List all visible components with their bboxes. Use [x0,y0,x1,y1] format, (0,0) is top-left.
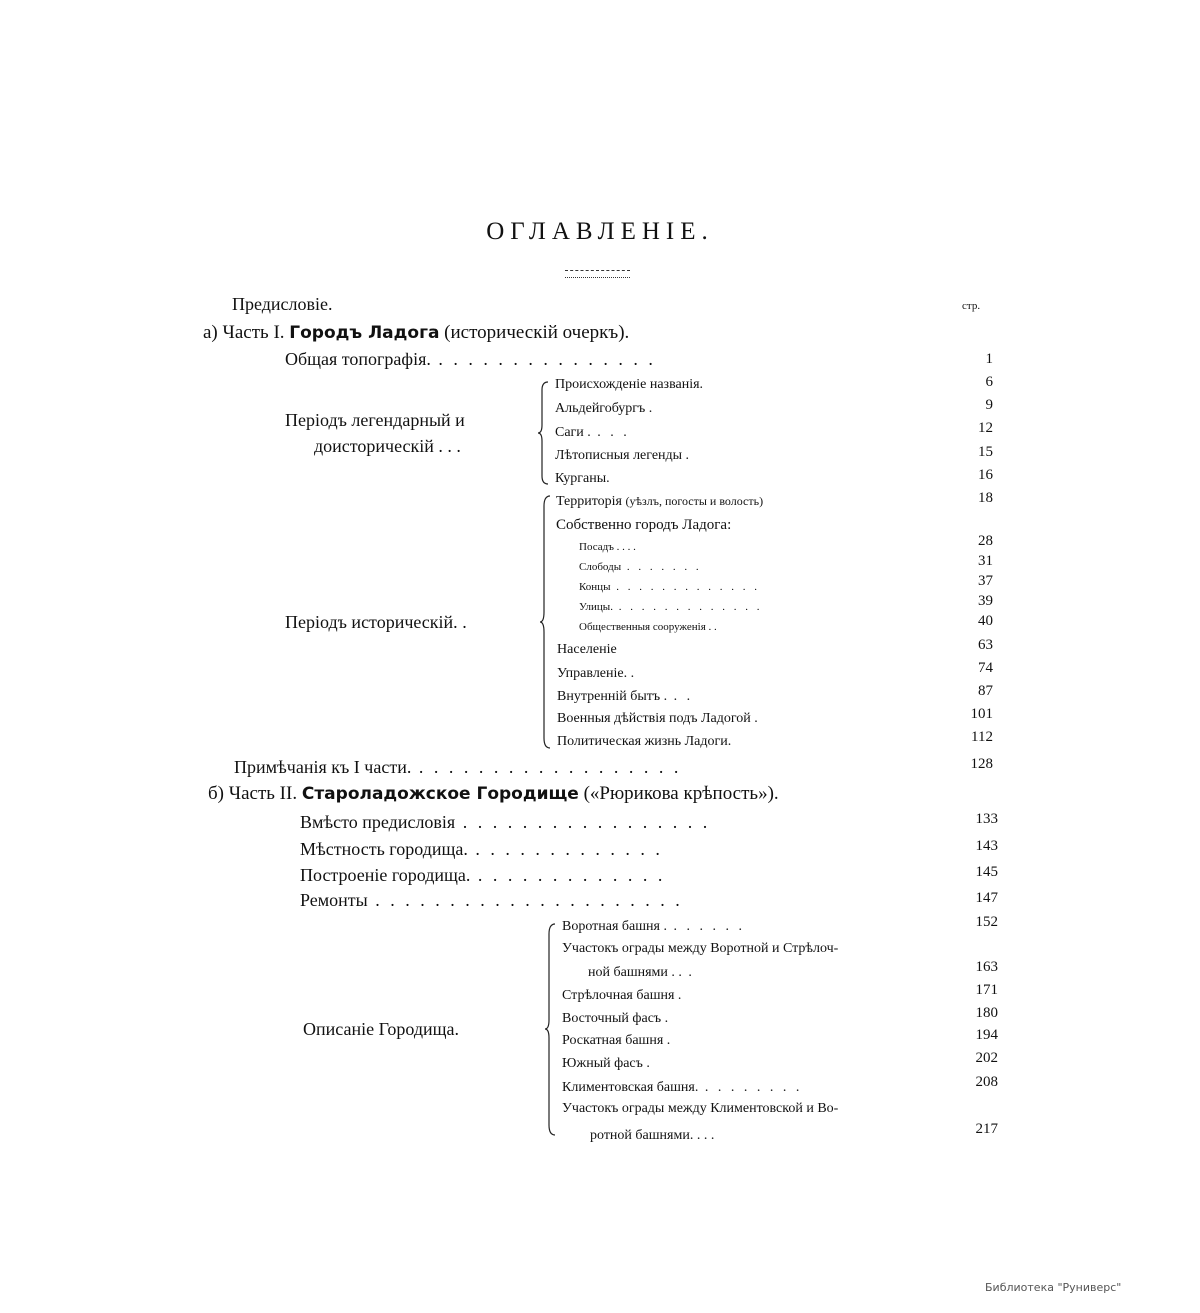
toc-entry-territory: Территорія (уѣзлъ, погосты и волость) [556,494,764,509]
brace-historical [540,494,554,750]
library-stamp: Библиотека "Руниверс" [985,1281,1122,1294]
legendary-period-label: Періодъ легендарный и [285,410,465,430]
toc-entry-political-life: Политическая жизнь Ладоги. [557,734,732,749]
toc-page-number: 15 [978,444,993,460]
toc-entry-construction: Построеніе городища. . . . . . . . . . . . . . [300,865,666,885]
toc-subentry-posad: Посадъ . . . . [579,541,636,553]
toc-page-number: 12 [978,420,993,436]
toc-entry-wall-section-1-cont: ной башнями . . . [588,965,695,980]
toc-entry-instead-of-preface: Вмѣсто предисловія . . . . . . . . . . . . . . . . . [300,812,711,832]
toc-page-number: 128 [970,756,993,772]
toc-page-number: 145 [975,864,998,880]
toc-entry-east-facade: Восточный фасъ . [562,1011,669,1026]
historical-period-label: Періодъ историческій. . [285,612,467,632]
toc-page-number: 152 [975,914,998,930]
part2-suffix: («Рюрикова крѣпость»). [583,783,779,804]
part1-prefix: а) Часть I. [203,322,285,343]
toc-page-number: 171 [975,982,998,998]
part1-suffix: (историческій очеркъ). [444,322,630,343]
toc-page-number: 87 [978,683,993,699]
city-subheading: Собственно городъ Ладога: [556,517,732,533]
toc-entry-inner-life: Внутренній бытъ . . . [557,689,694,704]
page-title: ОГЛАВЛЕНІЕ. [486,218,714,245]
toc-entry-governance: Управленіе. . [557,666,635,681]
toc-subentry-public-buildings: Общественныя сооруженія . . [579,621,717,633]
toc-entry-aldeigoburg: Альдейгобургъ . [555,401,653,416]
part1-name: Городъ Ладога [289,323,440,343]
toc-entry-wall-section-1: Участокъ ограды между Воротной и Стрѣлоч- [562,941,839,956]
toc-entry-wall-section-2: Участокъ ограды между Климентовской и Во- [562,1101,839,1116]
toc-entry-kurgans: Курганы. [555,471,610,486]
toc-page-number: 28 [978,533,993,549]
toc-entry-topography: Общая топографія. . . . . . . . . . . . . . . . [285,349,656,369]
toc-entry-gate-tower: Воротная башня . . . . . . . [562,919,745,934]
toc-page-number: 31 [978,553,993,569]
preface-entry: Предисловіе. [232,294,333,314]
toc-entry-locality: Мѣстность городища. . . . . . . . . . . . . . [300,839,663,859]
toc-entry-military-actions: Военныя дѣйствія подъ Ладогой . [557,711,758,726]
description-label: Описаніе Городища. [303,1019,460,1039]
toc-entry-sagas: Саги . . . . [555,425,630,440]
toc-page-number: 9 [985,397,993,413]
toc-page-number: 180 [975,1005,998,1021]
toc-entry-roskat-tower: Роскатная башня . [562,1033,671,1048]
toc-page-number: 101 [970,706,993,722]
toc-entry-kliment-tower: Климентовская башня. . . . . . . . . [562,1080,803,1095]
toc-page-number: 163 [975,959,998,975]
toc-page-number: 208 [975,1074,998,1090]
toc-page-number: 40 [978,613,993,629]
toc-page-number: 202 [975,1050,998,1066]
toc-page-number: 133 [975,811,998,827]
legendary-period-label-2: доисторическій . . . [314,436,461,456]
part1-heading [203,322,629,344]
toc-entry-population: Населеніе [557,642,617,657]
toc-page-number: 6 [985,374,993,390]
toc-page-number: 147 [975,890,998,906]
toc-page-number: 217 [975,1121,998,1137]
part2-prefix: б) Часть II. [208,783,298,804]
toc-entry-chronicle-legends: Лѣтописныя легенды . [555,448,690,463]
title-ornament [565,270,630,278]
toc-page-number: 194 [975,1027,998,1043]
toc-entry-notes: Примѣчанія къ I части. . . . . . . . . . . . . . . . . . . [234,757,682,777]
toc-entry-origin: Происхожденіе названія. [555,377,704,392]
brace-legendary [538,380,552,486]
toc-page-number: 18 [978,490,993,506]
toc-subentry-ulitsy: Улицы. . . . . . . . . . . . . . [579,601,763,613]
toc-entry-repairs: Ремонты . . . . . . . . . . . . . . . . . . . . . [300,890,683,910]
toc-page-number: 1 [985,351,993,367]
toc-entry-arrow-tower: Стрѣлочная башня . [562,988,682,1003]
page-column-label: стр. [962,300,981,312]
toc-subentry-slobody: Слободы . . . . . . . [579,561,702,573]
toc-entry-south-facade: Южный фасъ . [562,1056,650,1071]
toc-page-number: 39 [978,593,993,609]
toc-entry-label: Общая топографія. [285,349,431,369]
brace-description [545,922,559,1137]
toc-page-number: 143 [975,838,998,854]
toc-entry-wall-section-2-cont: ротной башнями. . . . [590,1128,715,1143]
toc-page-number: 37 [978,573,993,589]
toc-page-number: 63 [978,637,993,653]
toc-subentry-kontsy: Концы . . . . . . . . . . . . . [579,581,760,593]
part2-name: Староладожское Городище [301,784,579,804]
toc-page-number: 16 [978,467,993,483]
toc-page-number: 74 [978,660,993,676]
toc-page-number: 112 [971,729,993,745]
part2-heading [208,783,779,805]
